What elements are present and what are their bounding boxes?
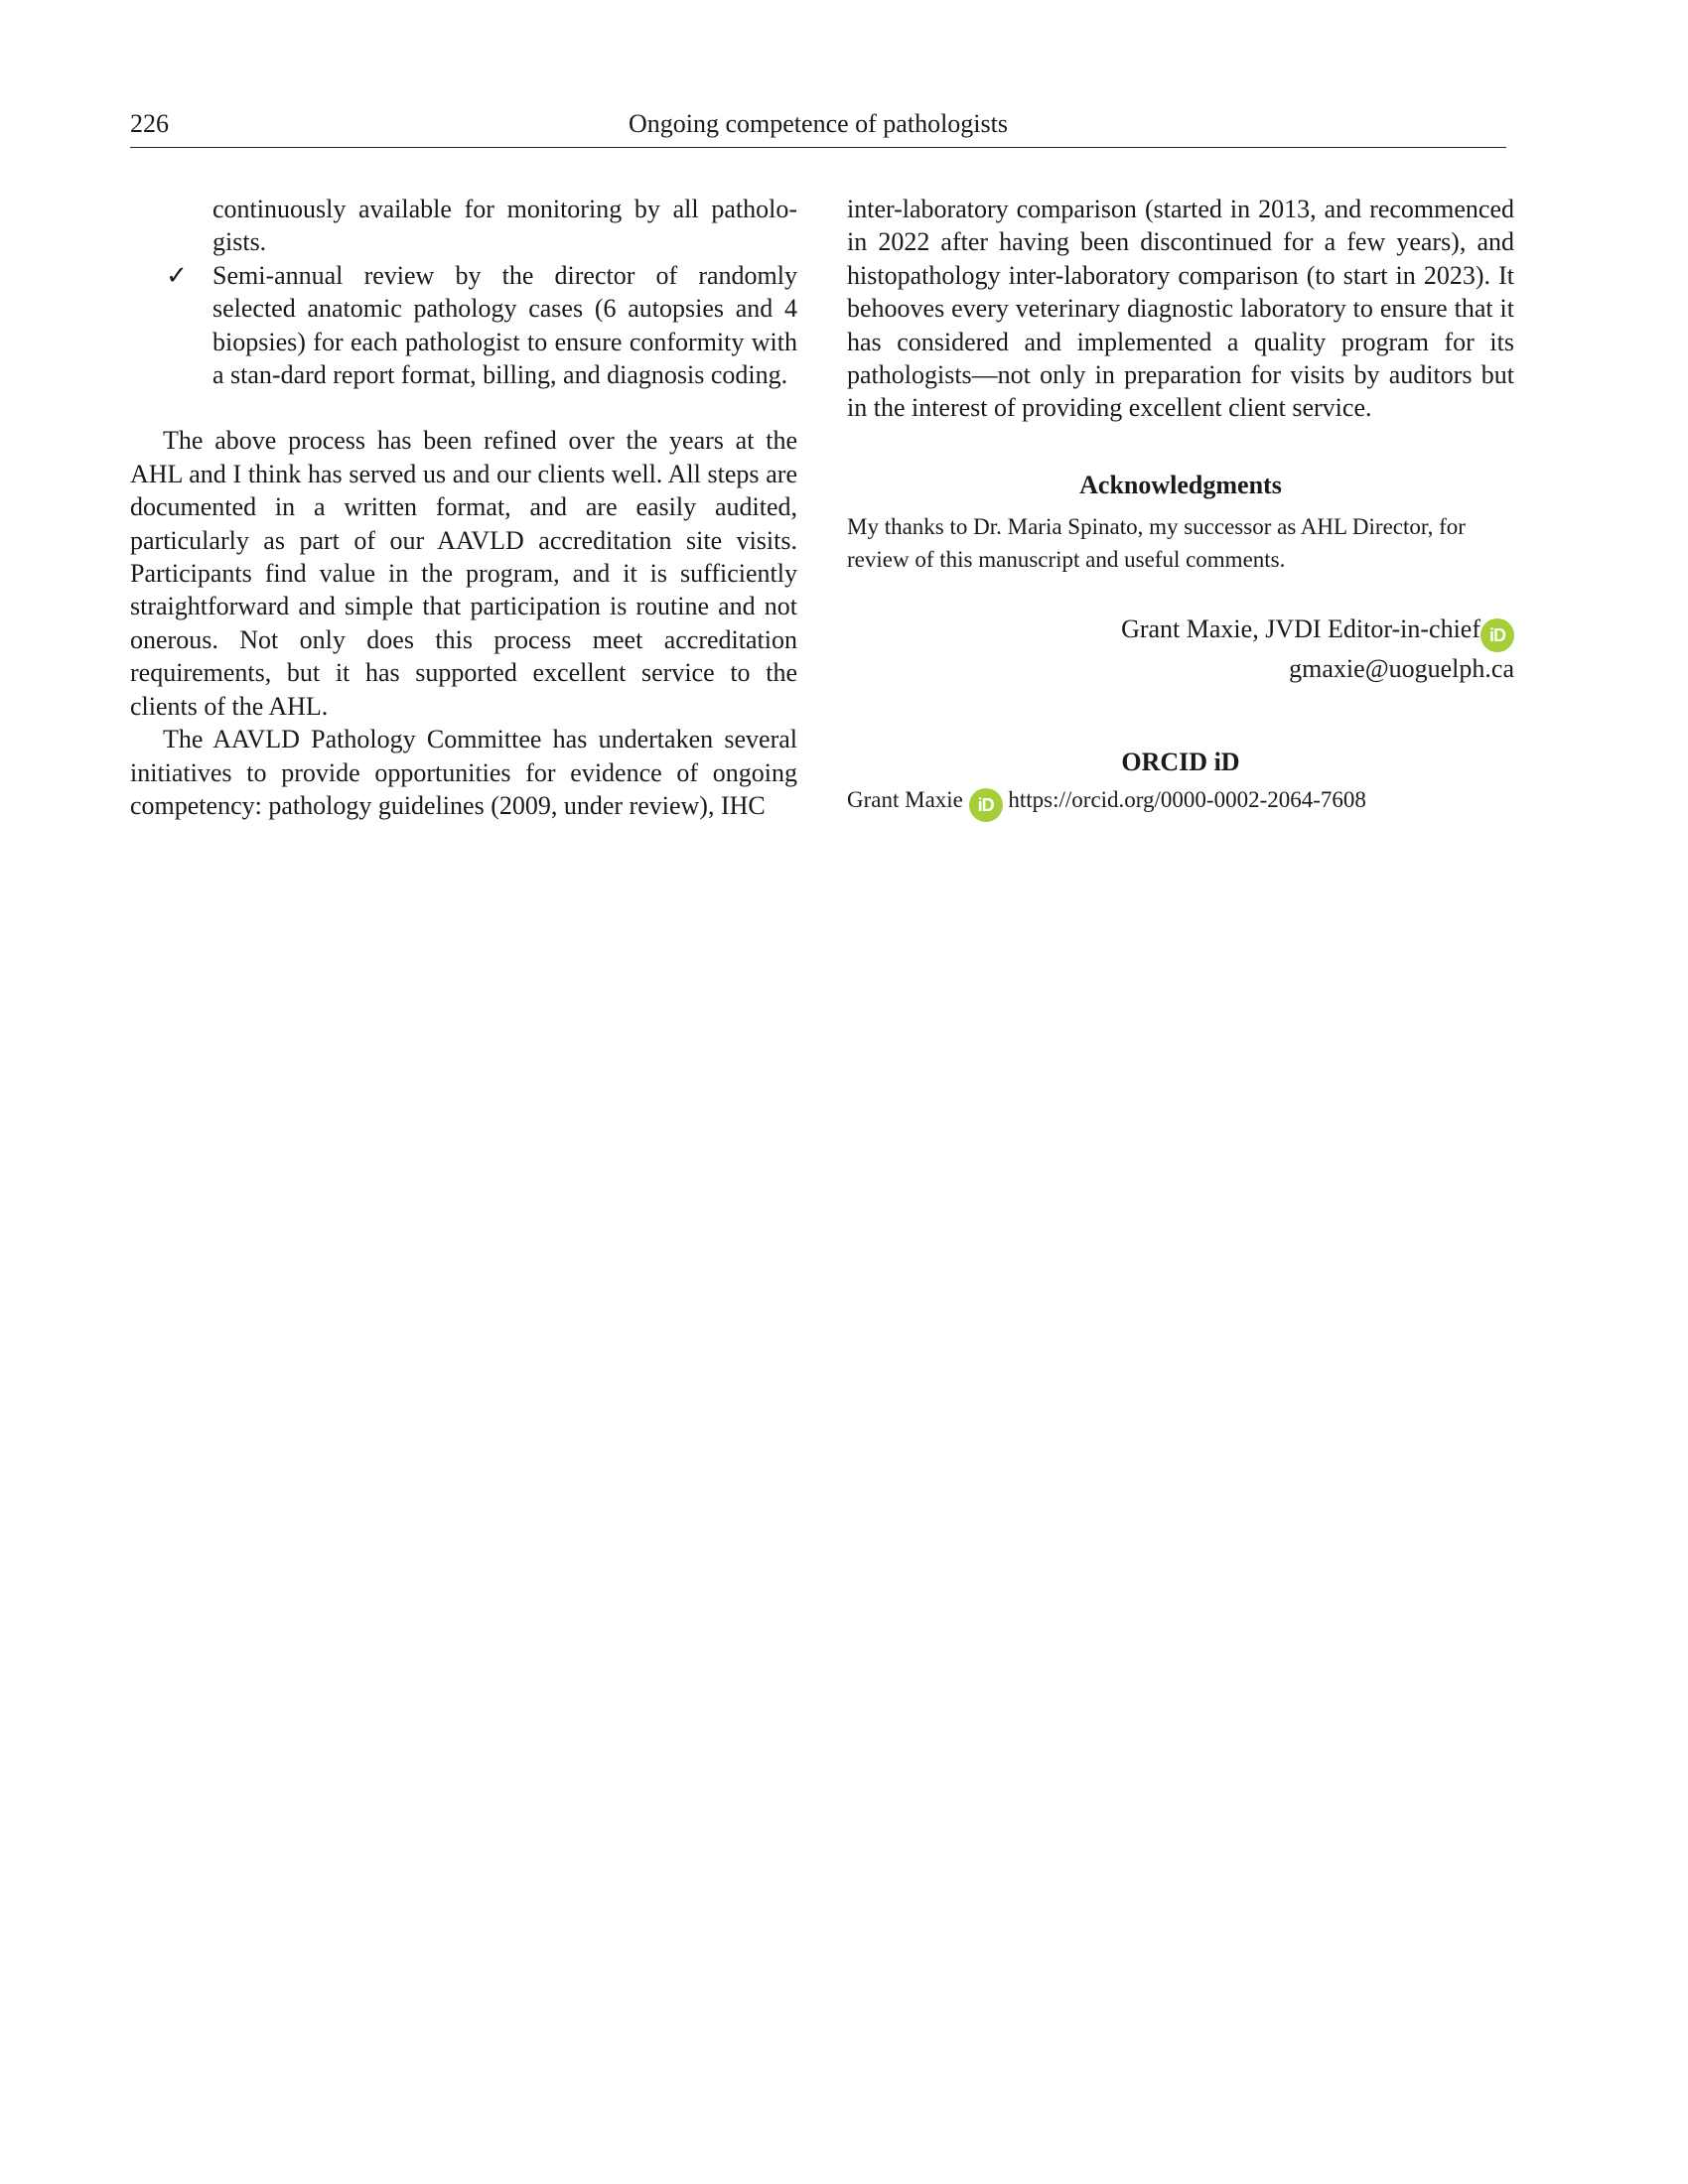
signature-email[interactable]: gmaxie@uoguelph.ca — [1289, 653, 1514, 683]
body-paragraph: inter-laboratory comparison (started in 2013, and recommenced in 2022 after having been discontinued for a few years), and histopathology inter-laboratory comparison (to start in 2023). It behooves every veterinary diagnostic laboratory to ensure that it has considered and implemented a quality program for its pathologists—not only in preparation for visits by auditors but in the interest of providing excellent client service. — [847, 195, 1514, 423]
page-header — [130, 105, 1506, 148]
right-column — [847, 193, 1514, 822]
left-column — [130, 193, 797, 822]
check-icon: ✓ — [166, 260, 188, 290]
signature-block — [847, 613, 1514, 686]
bullet-continuation: continuously available for monitoring by all patholo-gists. — [212, 195, 797, 257]
orcid-heading: ORCID iD — [1121, 747, 1240, 776]
check-list-item — [166, 259, 797, 392]
orcid-icon[interactable]: iD — [1480, 618, 1514, 652]
body-paragraph: The above process has been refined over the years at the AHL and I think has served us and our clients well. All steps are documented in a written format, and are easily audited, particularly as part of our AAVLD accreditation site visits. Participants find value in the program, and it is sufficiently straightforward and simple that participation is routine and not onerous. Not only does this process meet accreditation requirements, but it has supported excellent service to the clients of the AHL. — [130, 426, 797, 721]
check-item-text: Semi-annual review by the director of randomly selected anatomic pathology cases (6 autopsies and 4 biopsies) for each pathologist to ensure conformity with a stan-dard report format, billing, and diagnosis coding. — [212, 260, 797, 390]
acknowledgments-text: My thanks to Dr. Maria Spinato, my successor as AHL Director, for review of this manuscript and useful comments. — [847, 513, 1466, 572]
acknowledgments-heading: Acknowledgments — [1079, 470, 1282, 499]
running-title: Ongoing competence of pathologists — [629, 109, 1008, 138]
orcid-link[interactable]: https://orcid.org/0000-0002-2064-7608 — [1008, 786, 1366, 812]
page-number: 226 — [130, 109, 169, 138]
orcid-name: Grant Maxie — [847, 786, 963, 812]
signature-name: Grant Maxie, JVDI Editor-in-chief — [1121, 614, 1480, 643]
body-paragraph: The AAVLD Pathology Committee has undertaken several initiatives to provide opportunities for evidence of ongoing competency: pathology guidelines (2009, under review), IHC — [130, 725, 797, 820]
orcid-entry — [847, 783, 1514, 822]
orcid-icon[interactable]: iD — [969, 788, 1003, 822]
